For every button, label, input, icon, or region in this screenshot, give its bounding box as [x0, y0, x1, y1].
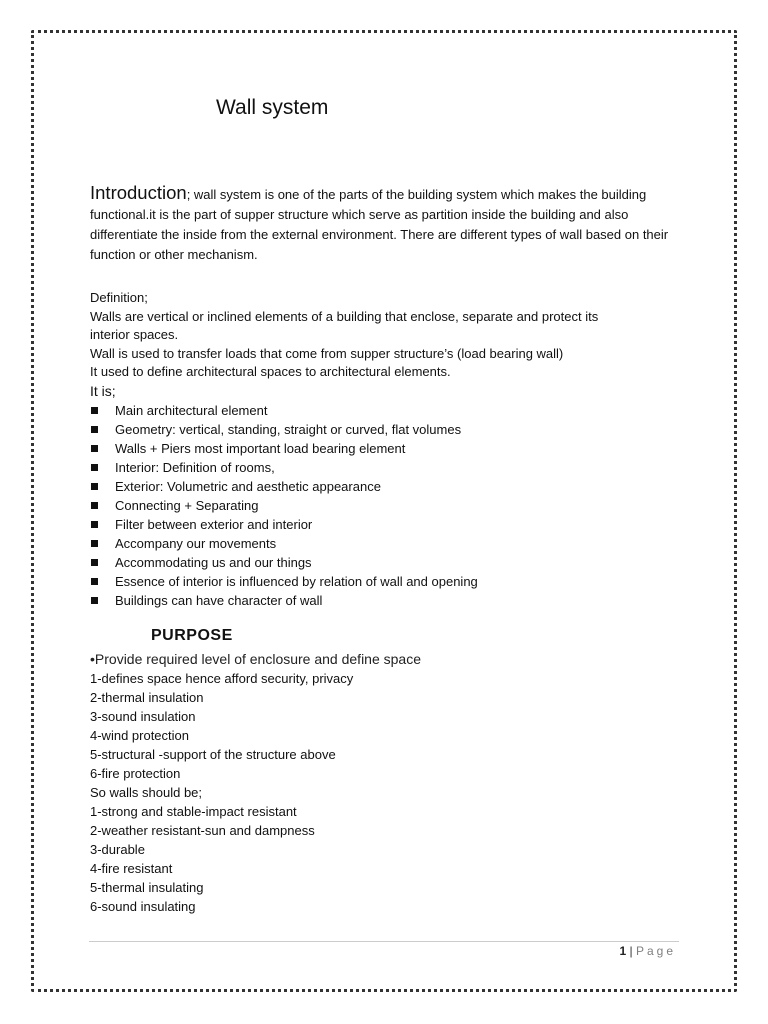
purpose-item: 4-fire resistant: [90, 861, 173, 876]
page-footer: [619, 944, 676, 958]
list-item: Filter between exterior and interior: [90, 515, 690, 534]
list-item: Walls + Piers most important load bearing element: [90, 439, 690, 458]
purpose-item: 1-strong and stable-impact resistant: [90, 804, 297, 819]
introduction-heading: Introduction: [90, 182, 187, 203]
purpose-item: 2-thermal insulation: [90, 690, 204, 705]
list-item: Accompany our movements: [90, 534, 690, 553]
purpose-item: 6-fire protection: [90, 766, 181, 781]
introduction-paragraph: [90, 183, 680, 265]
list-item: Interior: Definition of rooms,: [90, 458, 690, 477]
purpose-item: 3-durable: [90, 842, 145, 857]
definition-section: [90, 289, 690, 401]
purpose-item: 1-defines space hence afford security, privacy: [90, 671, 354, 686]
page-label: Page: [635, 944, 676, 958]
purpose-lead: •Provide required level of enclosure and define space: [90, 651, 421, 667]
document-title: Wall system: [216, 96, 329, 119]
list-item: Essence of interior is influenced by relation of wall and opening: [90, 572, 690, 591]
footer-separator: |: [629, 944, 633, 958]
purpose-item: 2-weather resistant-sun and dampness: [90, 823, 315, 838]
purpose-item: 5-structural -support of the structure above: [90, 747, 336, 762]
footer-divider: [89, 941, 679, 942]
list-item: Connecting + Separating: [90, 496, 690, 515]
list-item: Accommodating us and our things: [90, 553, 690, 572]
purpose-item: 6-sound insulating: [90, 899, 196, 914]
definition-line: interior spaces.: [90, 327, 179, 343]
definition-line: Walls are vertical or inclined elements of a building that enclose, separate and protect its: [90, 308, 599, 324]
introduction-body: ; wall system is one of the parts of the building system which makes the building functional.it is the part of supper structure which serve as partition inside the building and also differentiate the inside from the external environment. There are different types of wall based on their function or other mechanism.: [90, 187, 669, 262]
purpose-heading: PURPOSE: [151, 627, 233, 644]
definition-line: It used to define architectural spaces to architectural elements.: [90, 364, 451, 380]
purpose-item: 4-wind protection: [90, 728, 189, 743]
purpose-list: [90, 669, 690, 916]
list-item: Geometry: vertical, standing, straight or curved, flat volumes: [90, 420, 690, 439]
purpose-item: So walls should be;: [90, 785, 203, 800]
purpose-item: 3-sound insulation: [90, 709, 196, 724]
characteristics-list: [90, 401, 690, 610]
definition-line: Wall is used to transfer loads that come from supper structure’s (load bearing wall): [90, 345, 564, 361]
it-is-label: It is;: [90, 382, 116, 399]
page-number: 1: [619, 944, 627, 958]
definition-heading: Definition;: [90, 290, 148, 305]
purpose-item: 5-thermal insulating: [90, 880, 204, 895]
list-item: Buildings can have character of wall: [90, 591, 690, 610]
list-item: Exterior: Volumetric and aesthetic appearance: [90, 477, 690, 496]
list-item: Main architectural element: [90, 401, 690, 420]
